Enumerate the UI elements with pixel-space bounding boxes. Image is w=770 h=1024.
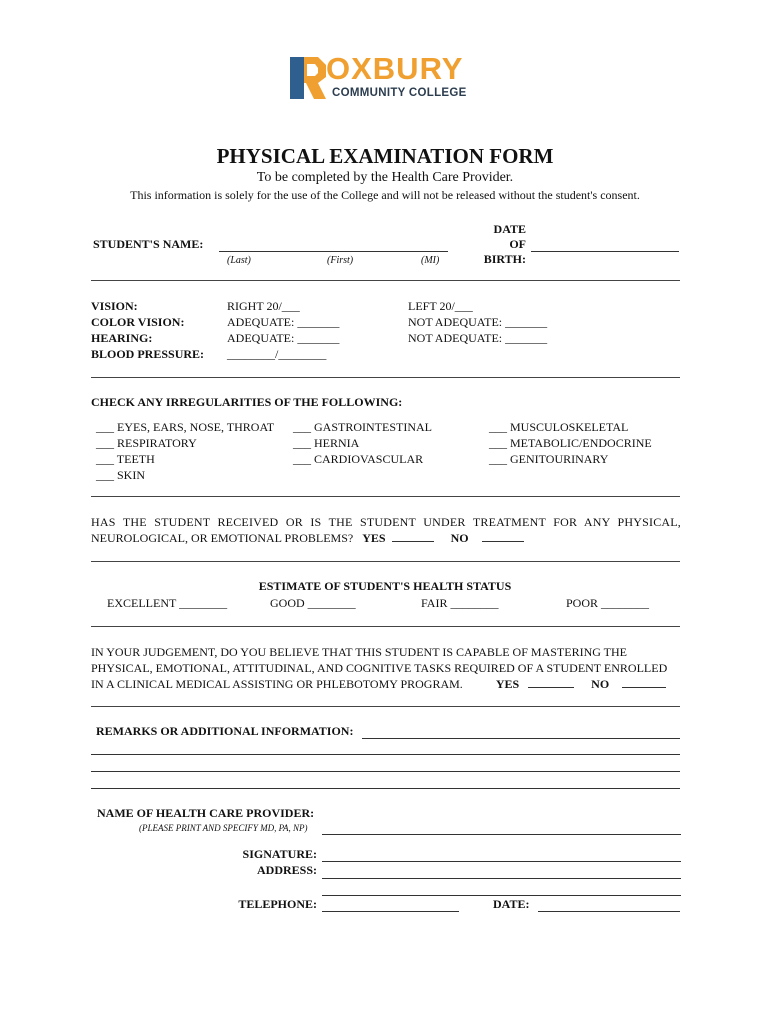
checkbox-skin[interactable]: ___ SKIN bbox=[96, 468, 146, 482]
dob-label-line1: DATE OF bbox=[493, 222, 526, 251]
provider-name-hint: (PLEASE PRINT AND SPECIFY MD, PA, NP) bbox=[139, 823, 308, 833]
dob-label bbox=[478, 222, 526, 267]
remarks-label: REMARKS OR ADDITIONAL INFORMATION: bbox=[96, 724, 354, 738]
vision-right-field[interactable]: RIGHT 20/___ bbox=[227, 299, 300, 313]
judgement-line3-row bbox=[91, 676, 667, 692]
health-fair-option[interactable]: FAIR ________ bbox=[421, 596, 499, 610]
judgement-question bbox=[91, 644, 667, 692]
logo-r-mark-icon bbox=[288, 55, 328, 101]
telephone-label: TELEPHONE: bbox=[238, 897, 317, 911]
vision-left-field[interactable]: LEFT 20/___ bbox=[408, 299, 473, 313]
checkbox-eyes-ears-nose-throat[interactable]: ___ EYES, EARS, NOSE, THROAT bbox=[96, 420, 275, 434]
logo-subtitle: COMMUNITY COLLEGE bbox=[332, 87, 467, 99]
checkbox-gastrointestinal[interactable]: ___ GASTROINTESTINAL bbox=[293, 420, 432, 434]
remarks-field-2[interactable] bbox=[91, 754, 680, 755]
checkbox-musculoskeletal[interactable]: ___ MUSCULOSKELETAL bbox=[489, 420, 629, 434]
hearing-label: HEARING: bbox=[91, 331, 153, 345]
signature-label: SIGNATURE: bbox=[242, 847, 317, 861]
health-poor-option[interactable]: POOR ________ bbox=[566, 596, 650, 610]
remarks-field-3[interactable] bbox=[91, 771, 680, 772]
student-name-label: STUDENT'S NAME: bbox=[93, 237, 204, 251]
section-divider bbox=[91, 561, 680, 562]
signature-field[interactable] bbox=[322, 861, 681, 862]
checkbox-hernia[interactable]: ___ HERNIA bbox=[293, 436, 360, 450]
treatment-yes-field[interactable] bbox=[392, 541, 434, 542]
checkbox-genitourinary[interactable]: ___ GENITOURINARY bbox=[489, 452, 609, 466]
section-divider bbox=[91, 706, 680, 707]
address-field-2[interactable] bbox=[322, 895, 681, 896]
section-divider bbox=[91, 496, 680, 497]
name-part-first: (First) bbox=[327, 255, 354, 266]
telephone-field[interactable] bbox=[322, 911, 459, 912]
college-logo bbox=[288, 51, 484, 103]
remarks-field-1[interactable] bbox=[362, 738, 680, 739]
blood-pressure-label: BLOOD PRESSURE: bbox=[91, 347, 205, 361]
health-good-option[interactable]: GOOD ________ bbox=[270, 596, 356, 610]
remarks-field-4[interactable] bbox=[91, 788, 680, 789]
checkbox-metabolic-endocrine[interactable]: ___ METABOLIC/ENDOCRINE bbox=[489, 436, 652, 450]
provider-name-field[interactable] bbox=[322, 834, 681, 835]
treatment-question-line1: HAS THE STUDENT RECEIVED OR IS THE STUDENT UNDER TREATMENT FOR ANY PHYSICAL, bbox=[91, 515, 681, 529]
screening-col1 bbox=[227, 298, 339, 362]
health-status-heading: ESTIMATE OF STUDENT'S HEALTH STATUS bbox=[258, 579, 512, 593]
page-title: PHYSICAL EXAMINATION FORM bbox=[216, 144, 554, 168]
color-vision-not-adequate-field[interactable]: NOT ADEQUATE: _______ bbox=[408, 315, 548, 329]
address-label: ADDRESS: bbox=[256, 863, 317, 877]
treatment-no-label: NO bbox=[450, 531, 469, 545]
screening-labels bbox=[91, 298, 204, 362]
consent-notice: This information is solely for the use of the College and will not be released without the student's consent. bbox=[130, 188, 640, 202]
name-part-last: (Last) bbox=[227, 255, 251, 266]
judgement-yes-label: YES bbox=[495, 677, 520, 691]
section-divider bbox=[91, 377, 680, 378]
treatment-yes-label: YES bbox=[362, 531, 386, 545]
color-vision-label: COLOR VISION: bbox=[91, 315, 185, 329]
blood-pressure-field[interactable]: ________/________ bbox=[227, 347, 327, 361]
treatment-question-line2: NEUROLOGICAL, OR EMOTIONAL PROBLEMS? bbox=[91, 531, 354, 545]
treatment-question bbox=[91, 531, 524, 546]
treatment-no-field[interactable] bbox=[482, 541, 524, 542]
date-label: DATE: bbox=[493, 897, 530, 911]
section-divider bbox=[91, 626, 680, 627]
judgement-line3: IN A CLINICAL MEDICAL ASSISTING OR PHLEBOTOMY PROGRAM. bbox=[91, 677, 463, 691]
name-part-mi: (MI) bbox=[421, 255, 440, 266]
vision-label: VISION: bbox=[91, 299, 138, 313]
irregularities-col2 bbox=[293, 419, 432, 467]
logo-wordmark: OXBURY bbox=[326, 51, 464, 86]
color-vision-adequate-field[interactable]: ADEQUATE: _______ bbox=[227, 315, 340, 329]
dob-field[interactable] bbox=[531, 251, 679, 252]
judgement-no-field[interactable] bbox=[622, 687, 666, 688]
date-field[interactable] bbox=[538, 911, 680, 912]
judgement-line1: IN YOUR JUDGEMENT, DO YOU BELIEVE THAT THIS STUDENT IS CAPABLE OF MASTERING THE bbox=[91, 645, 628, 659]
hearing-not-adequate-field[interactable]: NOT ADEQUATE: _______ bbox=[408, 331, 548, 345]
judgement-no-label: NO bbox=[591, 677, 610, 691]
irregularities-heading: CHECK ANY IRREGULARITIES OF THE FOLLOWING: bbox=[91, 395, 403, 409]
section-divider bbox=[91, 280, 680, 281]
checkbox-cardiovascular[interactable]: ___ CARDIOVASCULAR bbox=[293, 452, 424, 466]
judgement-yes-field[interactable] bbox=[528, 687, 574, 688]
address-field-1[interactable] bbox=[322, 878, 681, 879]
irregularities-col3 bbox=[489, 419, 652, 467]
provider-name-label: NAME OF HEALTH CARE PROVIDER: bbox=[97, 806, 315, 820]
judgement-line2: PHYSICAL, EMOTIONAL, ATTITUDINAL, AND COGNITIVE TASKS REQUIRED OF A STUDENT ENROLLED bbox=[91, 661, 668, 675]
screening-col2 bbox=[408, 298, 547, 346]
hearing-adequate-field[interactable]: ADEQUATE: _______ bbox=[227, 331, 340, 345]
dob-label-line2: BIRTH: bbox=[483, 252, 526, 266]
page-subtitle: To be completed by the Health Care Provider. bbox=[256, 170, 514, 185]
checkbox-respiratory[interactable]: ___ RESPIRATORY bbox=[96, 436, 197, 450]
checkbox-teeth[interactable]: ___ TEETH bbox=[96, 452, 155, 466]
student-name-field[interactable] bbox=[219, 251, 448, 252]
health-excellent-option[interactable]: EXCELLENT ________ bbox=[107, 596, 228, 610]
irregularities-col1 bbox=[96, 419, 274, 483]
